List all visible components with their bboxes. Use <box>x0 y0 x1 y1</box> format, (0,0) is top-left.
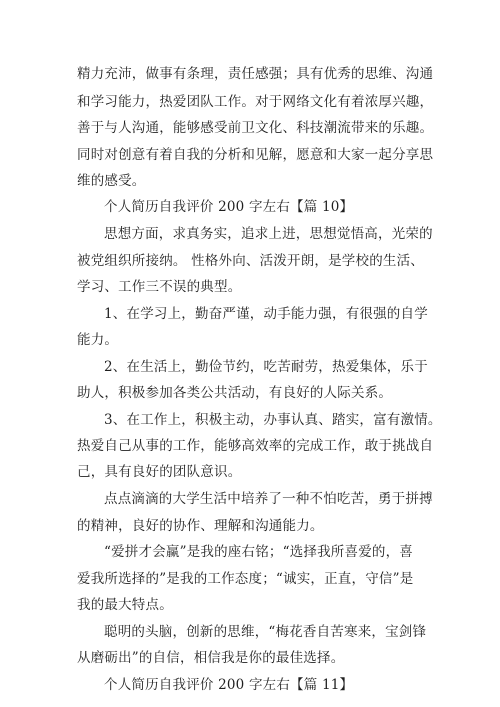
paragraph-line: 聪明的头脑，创新的思维，“梅花香自苦寒来，宝剑锋 <box>104 624 427 640</box>
list-item-line: 己，具有良好的团队意识。 <box>77 464 242 480</box>
paragraph-line: 同时对创意有着自我的分析和见解，愿意和大家一起分享思 <box>77 147 434 163</box>
list-item-line: 2、在生活上，勤俭节约，吃苦耐劳，热爱集体，乐于 <box>104 359 428 375</box>
paragraph-line: 学习、工作三不误的典型。 <box>77 279 242 295</box>
paragraph-line: 精力充沛，做事有条理，责任感强；具有优秀的思维、沟通 <box>77 66 434 82</box>
list-item-line: 1、在学习上，勤奋严谨，动手能力强，有很强的自学 <box>104 306 428 322</box>
section-heading: 个人简历自我评价 200 字左右【篇 11】 <box>104 677 354 693</box>
paragraph-line: 善于与人沟通，能够感受前卫文化、科技潮流带来的乐趣。 <box>77 120 434 136</box>
list-item-line: 能力。 <box>77 332 119 348</box>
paragraph-line: 和学习能力，热爱团队工作。对于网络文化有着浓厚兴趣， <box>77 94 434 110</box>
paragraph-line: 点点滴滴的大学生活中培养了一种不怕吃苦，勇于拼搏 <box>104 491 433 507</box>
paragraph-line: 被党组织所接纳。 性格外向、活泼开朗，是学校的生活、 <box>77 253 424 269</box>
paragraph-line: 维的感受。 <box>77 173 146 189</box>
paragraph-line: 爱我所选择的”是我的工作态度；“诚实，正直，守信”是 <box>77 571 414 587</box>
paragraph-line: 的精神，良好的协作、理解和沟通能力。 <box>77 518 324 534</box>
list-item-line: 热爱自己从事的工作，能够高效率的完成工作，敢于挑战自 <box>77 438 434 454</box>
paragraph-line: 我的最大特点。 <box>77 597 173 613</box>
section-heading: 个人简历自我评价 200 字左右【篇 10】 <box>104 199 354 215</box>
list-item-line: 助人，积极参加各类公共活动，有良好的人际关系。 <box>77 385 393 401</box>
paragraph-line: 思想方面，求真务实，追求上进，思想觉悟高，光荣的 <box>104 226 433 242</box>
paragraph-line: 从磨砺出”的自信，相信我是你的最佳选择。 <box>77 650 345 666</box>
list-item-line: 3、在工作上，积极主动，办事认真、踏实，富有激情。 <box>104 412 442 428</box>
paragraph-line: “爱拼才会赢”是我的座右铭；“选择我所喜爱的，喜 <box>104 544 414 560</box>
